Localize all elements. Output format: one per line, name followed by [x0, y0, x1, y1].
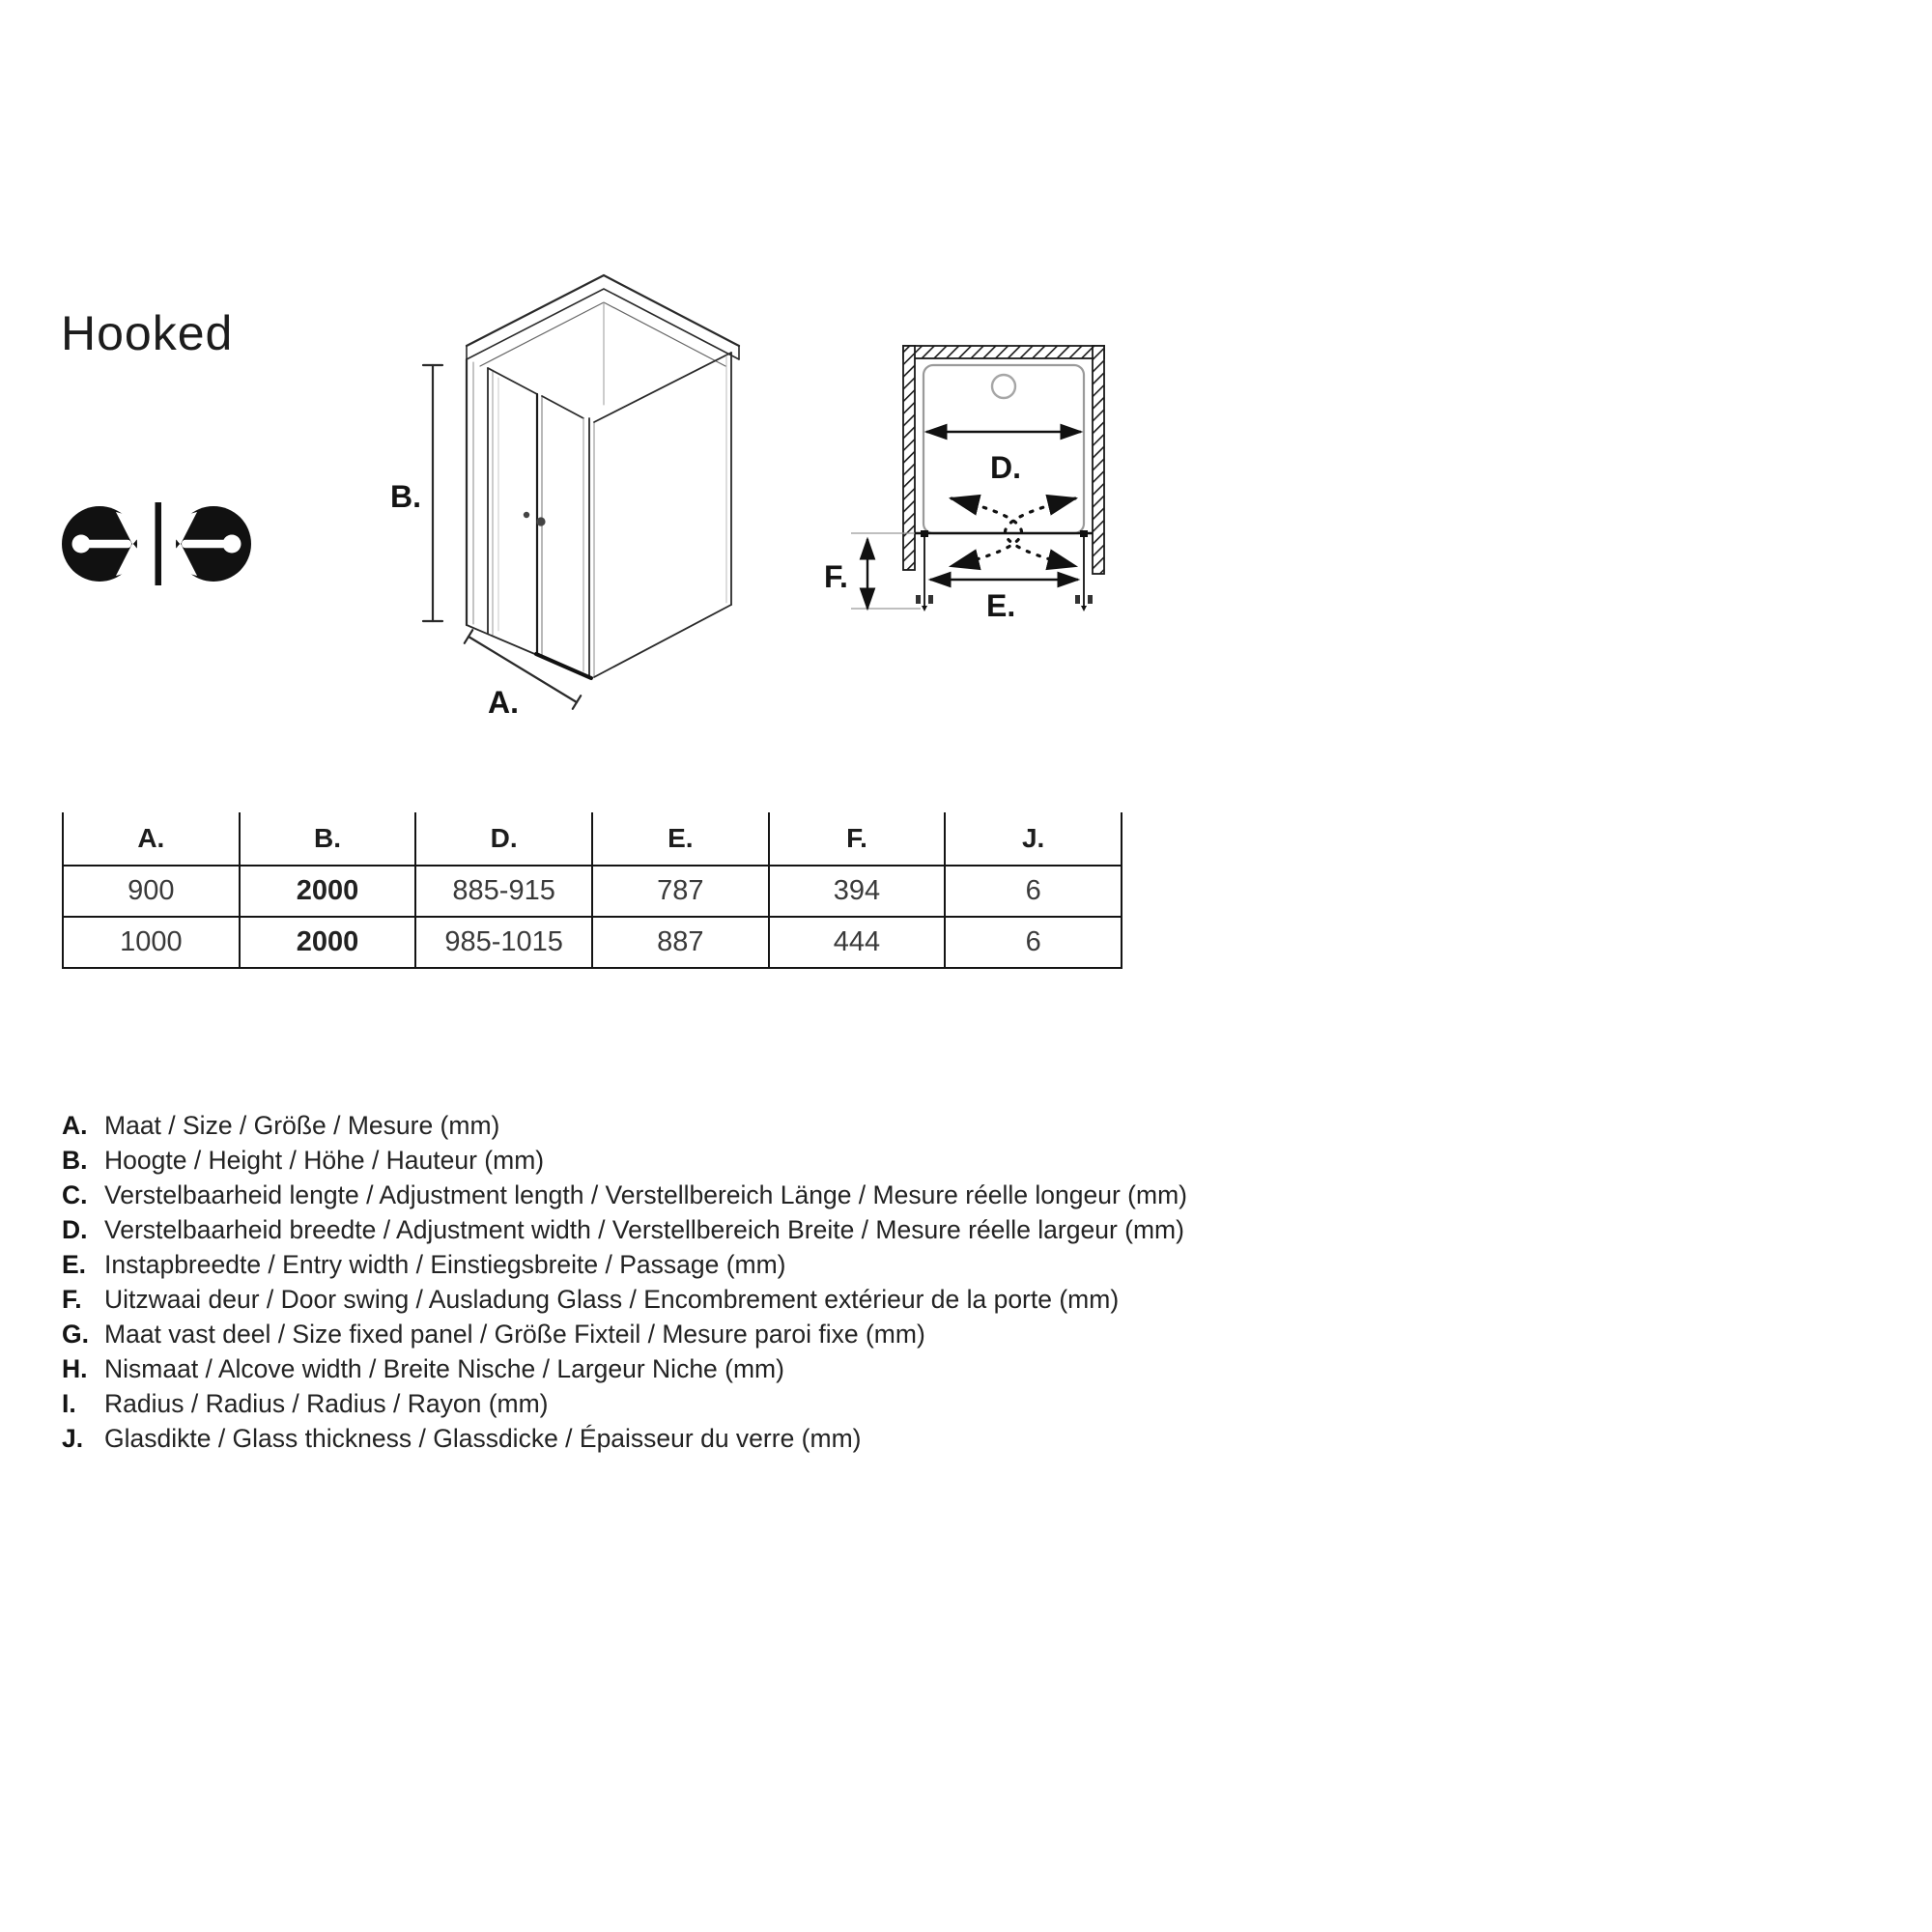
topview-swing-label: F. — [824, 559, 848, 594]
door-swing-left-icon — [62, 506, 137, 582]
legend-item — [62, 1320, 1569, 1354]
legend-text: Uitzwaai deur / Door swing / Ausladung Glass / Encombrement extérieur de la porte (mm) — [104, 1285, 1120, 1314]
sill-dark-edge — [536, 654, 591, 678]
legend-text: Nismaat / Alcove width / Breite Nische / Largeur Niche (mm) — [104, 1354, 784, 1383]
dimension-a — [465, 630, 581, 709]
legend-item — [62, 1180, 1569, 1215]
dimension-b — [423, 365, 442, 621]
legend-letter: A. — [62, 1111, 88, 1140]
top-frame — [467, 275, 739, 405]
page-title: Hooked — [61, 306, 234, 360]
legend-letter: H. — [62, 1354, 88, 1383]
legend-text: Radius / Radius / Radius / Rayon (mm) — [104, 1389, 549, 1418]
table-cell: 6 — [945, 917, 1122, 968]
legend-letter: F. — [62, 1285, 82, 1314]
topview-width-label: D. — [990, 450, 1021, 485]
table-header-cell: A. — [63, 812, 240, 866]
legend-item — [62, 1146, 1569, 1180]
height-dimension-label: B. — [390, 479, 421, 514]
table-header-row — [63, 812, 1122, 866]
isometric-drawing — [348, 208, 753, 787]
door-swing-right-icon — [176, 506, 251, 582]
legend-letter: C. — [62, 1180, 88, 1209]
table-cell: 394 — [769, 866, 946, 917]
legend-item — [62, 1424, 1569, 1459]
door-knob-left — [524, 512, 529, 518]
legend-text: Hoogte / Height / Höhe / Hauteur (mm) — [104, 1146, 545, 1175]
topview-entry-label: E. — [986, 588, 1016, 623]
table-cell: 2000 — [240, 866, 416, 917]
door-knob-right — [536, 517, 545, 526]
dimension-table — [62, 812, 1122, 969]
drain — [992, 375, 1015, 398]
legend-letter: J. — [62, 1424, 84, 1453]
legend-text: Glasdikte / Glass thickness / Glassdicke / Épaisseur du verre (mm) — [104, 1424, 862, 1453]
legend-letter: E. — [62, 1250, 87, 1279]
legend-item — [62, 1285, 1569, 1320]
legend-text: Verstelbaarheid breedte / Adjustment width / Verstellbereich Breite / Mesure réelle largeur (mm) — [104, 1215, 1184, 1244]
legend-letter: G. — [62, 1320, 89, 1349]
table-cell: 444 — [769, 917, 946, 968]
legend — [62, 1111, 1569, 1459]
table-header-cell: B. — [240, 812, 416, 866]
left-wall-profile — [467, 359, 473, 625]
table-cell: 2000 — [240, 917, 416, 968]
legend-text: Maat / Size / Größe / Mesure (mm) — [104, 1111, 500, 1140]
legend-text: Verstelbaarheid lengte / Adjustment length / Verstellbereich Länge / Mesure réelle longeur (mm) — [104, 1180, 1187, 1209]
legend-text: Maat vast deel / Size fixed panel / Größe Fixteil / Mesure paroi fixe (mm) — [104, 1320, 925, 1349]
door-swing-icons — [53, 496, 261, 592]
double-doors — [488, 368, 583, 671]
top-view-drawing — [816, 242, 1135, 647]
table-header-cell: F. — [769, 812, 946, 866]
legend-letter: D. — [62, 1215, 88, 1244]
table-cell: 985-1015 — [415, 917, 592, 968]
legend-text: Instapbreedte / Entry width / Einstiegsbreite / Passage (mm) — [104, 1250, 786, 1279]
side-panel — [589, 353, 731, 677]
legend-letter: B. — [62, 1146, 88, 1175]
table-cell: 887 — [592, 917, 769, 968]
legend-item — [62, 1215, 1569, 1250]
table-cell: 900 — [63, 866, 240, 917]
legend-item — [62, 1389, 1569, 1424]
table-cell: 787 — [592, 866, 769, 917]
table-cell: 1000 — [63, 917, 240, 968]
legend-item — [62, 1111, 1569, 1146]
table-cell: 6 — [945, 866, 1122, 917]
shower-tray — [923, 365, 1084, 533]
table-row — [63, 866, 1122, 917]
icon-separator — [156, 502, 162, 585]
table-header-cell: D. — [415, 812, 592, 866]
table-header-cell: J. — [945, 812, 1122, 866]
table-row — [63, 917, 1122, 968]
legend-letter: I. — [62, 1389, 76, 1418]
legend-item — [62, 1354, 1569, 1389]
legend-item — [62, 1250, 1569, 1285]
width-dimension-label: A. — [488, 685, 519, 720]
table-cell: 885-915 — [415, 866, 592, 917]
table-header-cell: E. — [592, 812, 769, 866]
